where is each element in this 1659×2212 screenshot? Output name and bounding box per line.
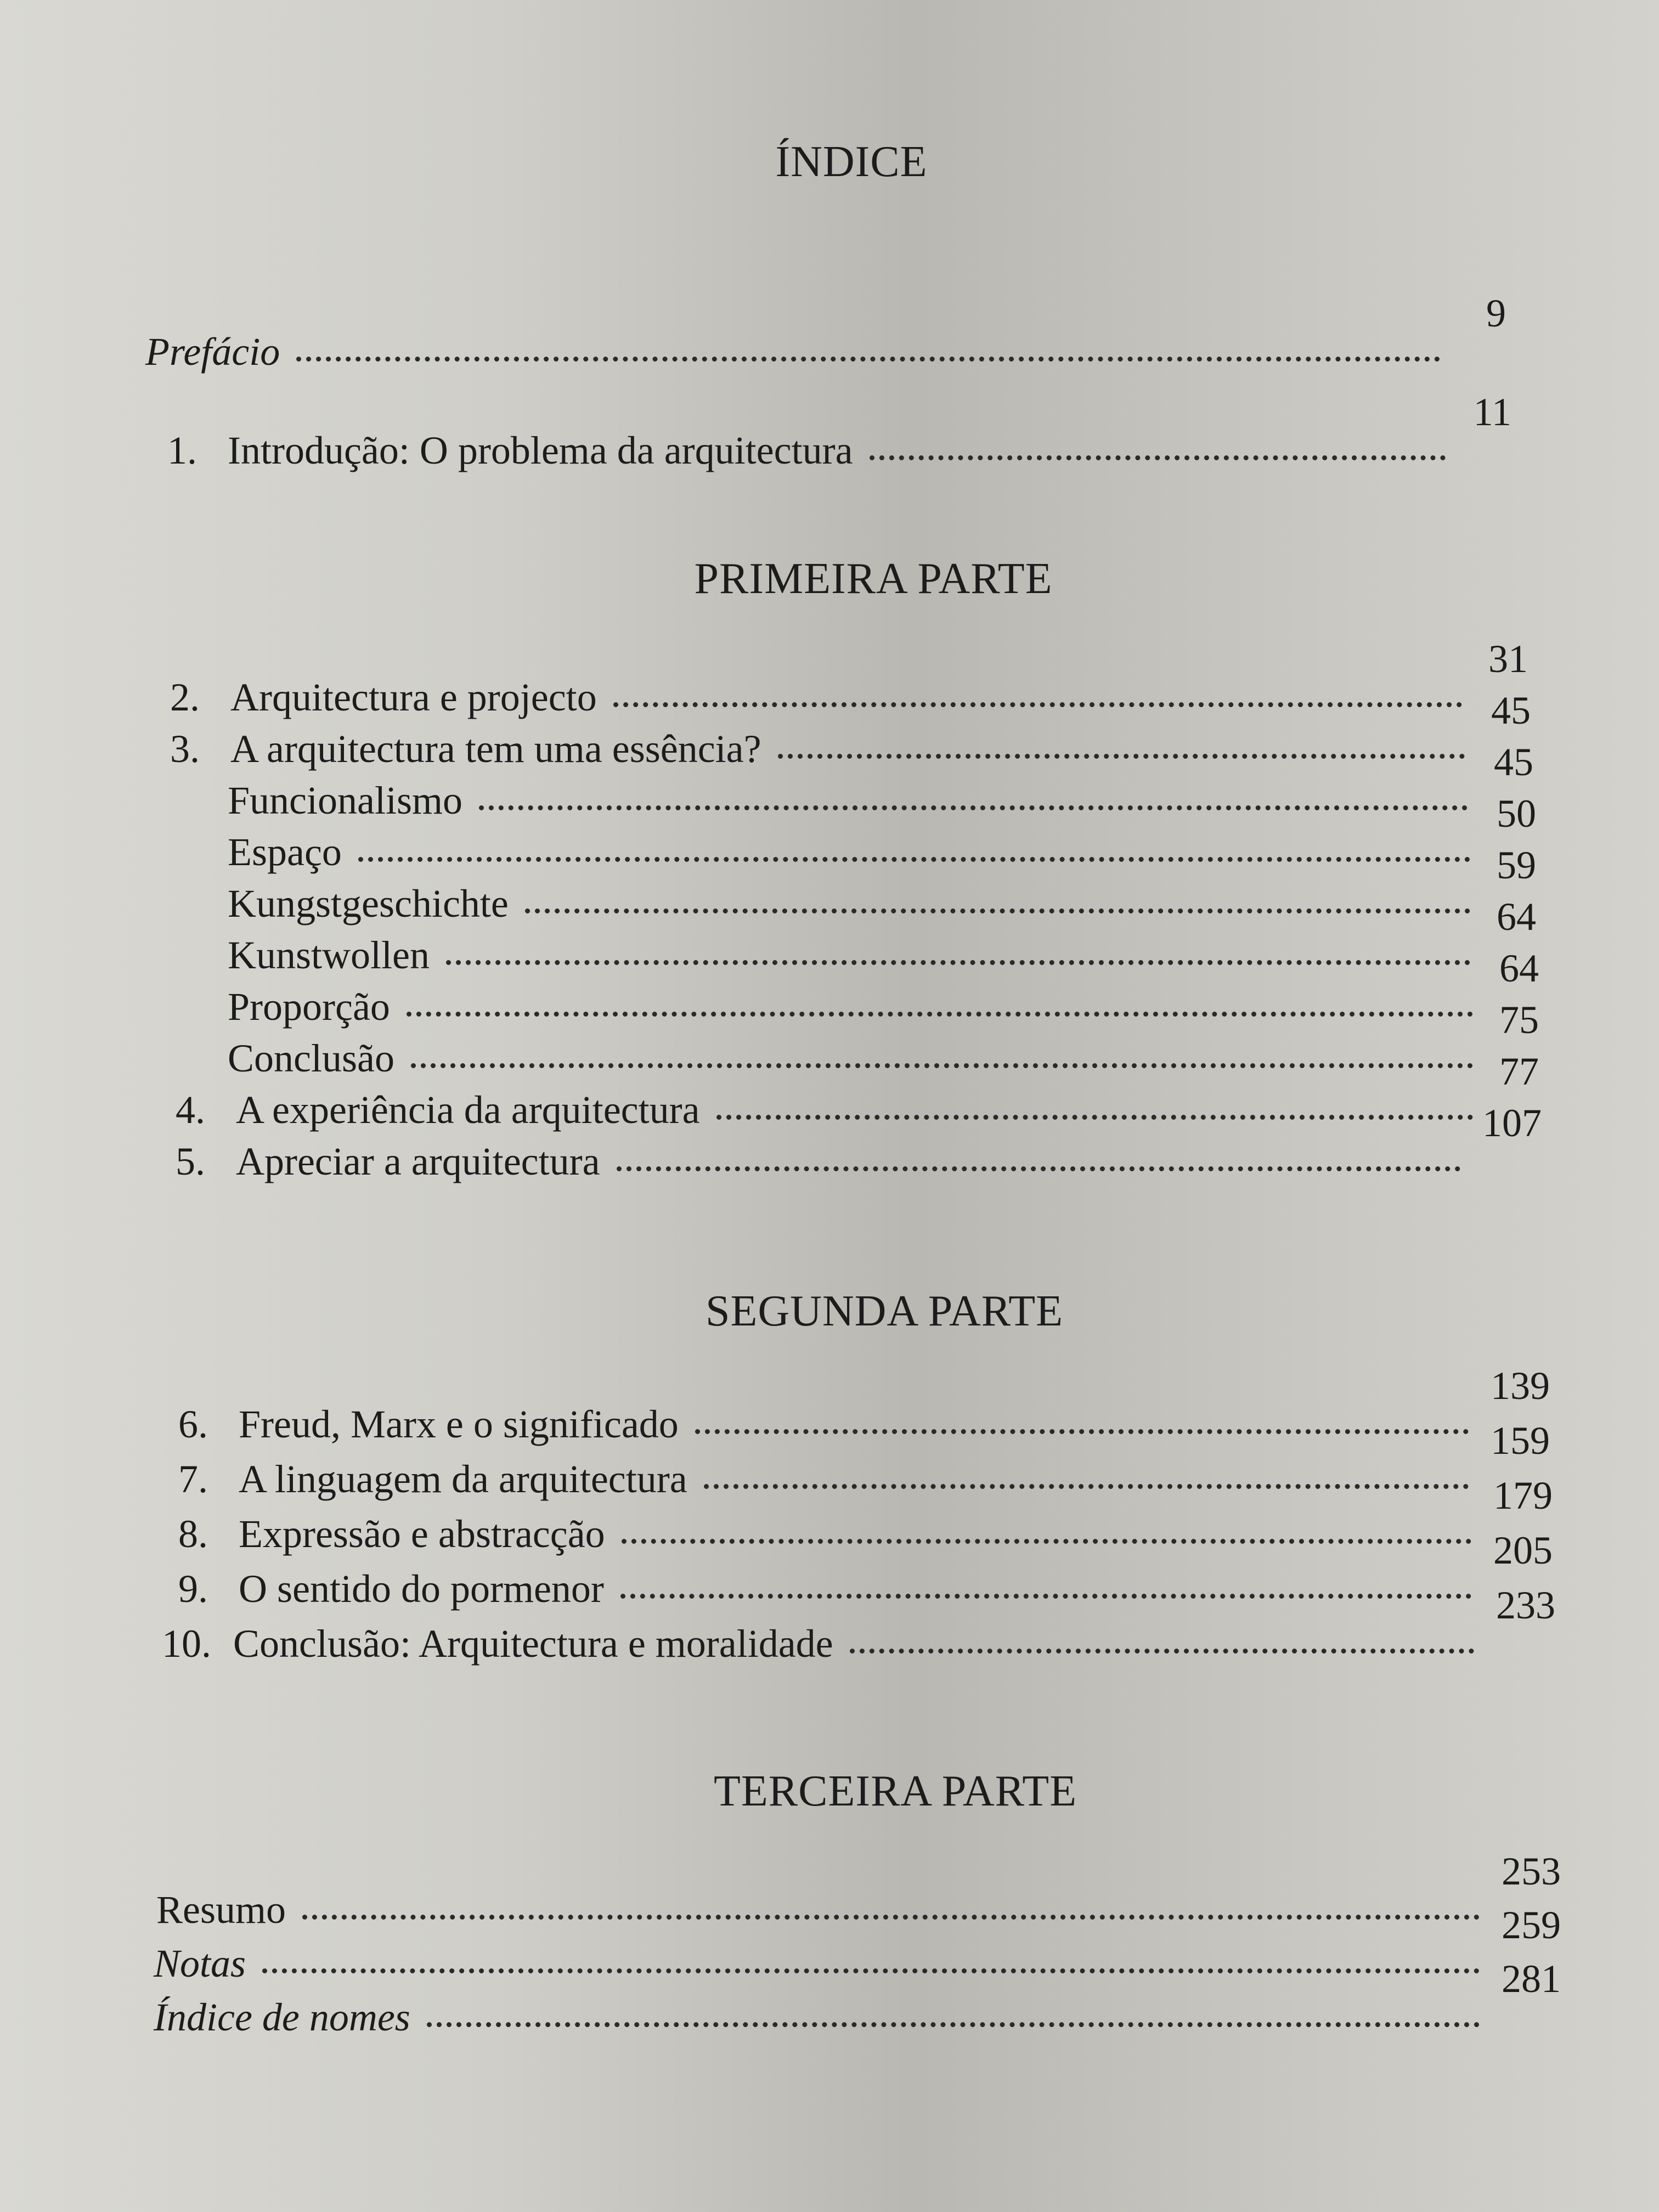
entry-label: Conclusão: [228, 1036, 394, 1080]
dot-leader: [407, 1012, 1473, 1017]
entry-page: 75: [1499, 998, 1539, 1042]
dot-leader: [446, 960, 1470, 965]
dot-leader: [716, 1115, 1473, 1120]
toc-entry: [178, 1364, 1550, 1454]
entry-page: 64: [1499, 946, 1539, 990]
entry-label: Kunstwollen: [228, 933, 430, 977]
dot-leader: [302, 1915, 1480, 1920]
entry-number: 10.: [162, 1622, 211, 1666]
entry-label: Espaço: [228, 830, 342, 874]
entry-page: 259: [1502, 1903, 1561, 1947]
dot-leader: [525, 909, 1470, 913]
entry-label: Proporção: [228, 985, 390, 1029]
entry-label: Freud, Marx e o significado: [239, 1402, 679, 1446]
entry-page: 233: [1496, 1583, 1555, 1627]
entry-label: Funcionalismo: [228, 778, 462, 822]
part-title: SEGUNDA PARTE: [705, 1287, 1064, 1335]
toc-entry-resumo: [156, 1849, 1561, 1940]
dot-leader: [427, 2022, 1480, 2027]
entry-label: O sentido do pormenor: [239, 1567, 604, 1611]
entry-page: 139: [1491, 1364, 1550, 1408]
entry-page: 45: [1494, 740, 1533, 784]
dot-leader: [850, 1649, 1474, 1654]
entry-page: 11: [1473, 390, 1511, 434]
entry-label: Arquitectura e projecto: [230, 675, 597, 719]
dot-leader: [613, 702, 1462, 707]
entry-page: 45: [1491, 689, 1531, 732]
entry-number: 2.: [170, 675, 200, 719]
entry-label: Introdução: O problema da arquitectura: [228, 428, 853, 472]
dot-leader: [622, 1539, 1471, 1544]
dot-leader: [778, 754, 1465, 759]
entry-page: 205: [1493, 1528, 1553, 1572]
dot-leader: [704, 1484, 1469, 1489]
dot-leader: [695, 1429, 1469, 1434]
dot-leader: [479, 805, 1468, 810]
entry-number: 1.: [167, 428, 197, 472]
part-title: TERCEIRA PARTE: [714, 1767, 1077, 1815]
entry-number: 5.: [176, 1139, 205, 1183]
entry-label: Resumo: [156, 1888, 286, 1932]
entry-page: 64: [1497, 895, 1536, 939]
dot-leader: [870, 455, 1446, 460]
entry-page: 31: [1488, 637, 1528, 681]
entry-label: Kungstgeschichte: [228, 882, 509, 926]
entry-page: 159: [1491, 1419, 1550, 1463]
entry-number: 8.: [178, 1512, 208, 1556]
toc-entry-prefacio: [145, 291, 1506, 382]
entry-page: 253: [1502, 1849, 1561, 1893]
entry-page: 9: [1486, 291, 1506, 335]
dot-leader: [620, 1594, 1471, 1599]
toc-entry-introducao: [167, 390, 1511, 481]
entry-page: 179: [1493, 1474, 1553, 1517]
entry-page: 77: [1499, 1049, 1539, 1093]
dot-leader: [262, 1968, 1480, 1973]
dot-leader: [411, 1063, 1473, 1068]
entry-label: Prefácio: [145, 330, 280, 374]
entry-page: 50: [1497, 792, 1536, 836]
entry-label: Notas: [154, 1942, 246, 1985]
entry-page: 59: [1497, 843, 1536, 887]
toc-title: ÍNDICE: [775, 138, 928, 186]
entry-number: 3.: [170, 727, 200, 771]
toc-entry: [170, 637, 1528, 727]
entry-page: 281: [1502, 1957, 1561, 2001]
entry-label: A arquitectura tem uma essência?: [230, 727, 761, 771]
dot-leader: [358, 857, 1470, 862]
entry-page: 107: [1482, 1101, 1542, 1145]
dot-leader: [617, 1166, 1460, 1171]
entry-number: 7.: [178, 1457, 208, 1501]
entry-number: 6.: [178, 1402, 208, 1446]
entry-label: Expressão e abstracção: [239, 1512, 605, 1556]
entry-label: Conclusão: Arquitectura e moralidade: [233, 1622, 833, 1666]
entry-number: 9.: [178, 1567, 208, 1611]
dot-leader: [296, 357, 1440, 362]
entry-label: Índice de nomes: [154, 1995, 410, 2039]
part-title: PRIMEIRA PARTE: [694, 555, 1053, 603]
entry-label: A linguagem da arquitectura: [239, 1457, 687, 1501]
entry-label: Apreciar a arquitectura: [236, 1139, 600, 1183]
entry-number: 4.: [176, 1088, 205, 1132]
entry-label: A experiência da arquitectura: [236, 1088, 700, 1132]
